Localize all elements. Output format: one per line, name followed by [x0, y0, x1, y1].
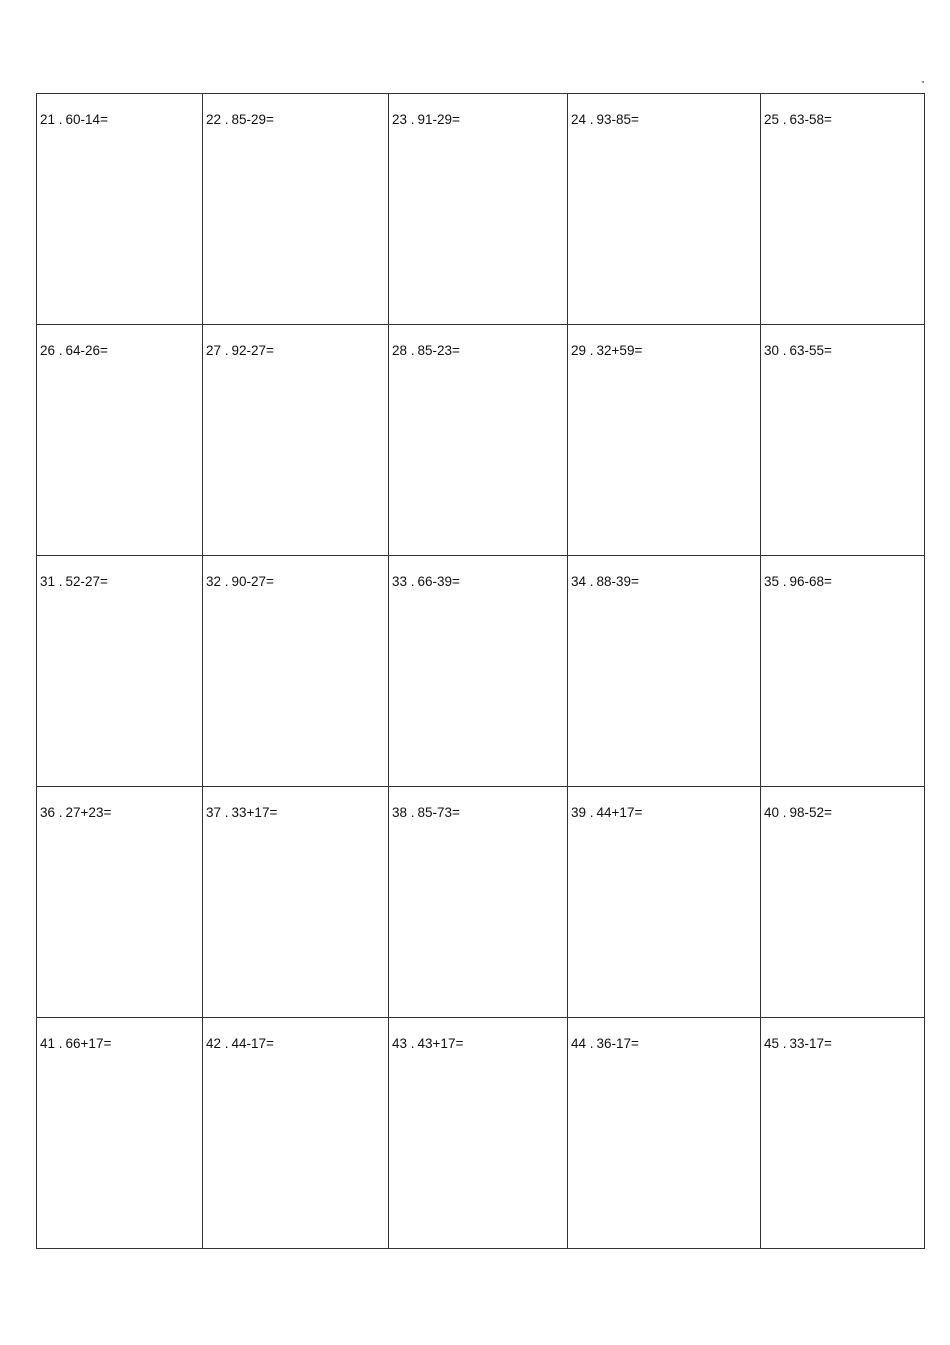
- problem-label: [761, 1018, 924, 1052]
- problem-label: [37, 94, 202, 128]
- problem-cell[interactable]: [37, 1018, 203, 1249]
- problem-number: 23 .: [392, 112, 415, 127]
- problem-label: [568, 1018, 760, 1052]
- problem-number: 21 .: [40, 112, 63, 127]
- problem-label: [203, 1018, 388, 1052]
- problem-expression: 33-17=: [789, 1036, 832, 1051]
- problem-label: [568, 556, 760, 590]
- problem-number: 24 .: [571, 112, 594, 127]
- problem-expression: 98-52=: [789, 805, 832, 820]
- problem-cell[interactable]: [389, 325, 568, 556]
- problem-expression: 93-85=: [596, 112, 639, 127]
- problem-cell[interactable]: [37, 325, 203, 556]
- problem-number: 28 .: [392, 343, 415, 358]
- problem-label: [568, 325, 760, 359]
- problem-label: [568, 787, 760, 821]
- problem-number: 32 .: [206, 574, 229, 589]
- problem-label: [389, 325, 567, 359]
- problem-cell[interactable]: [37, 94, 203, 325]
- problem-number: 38 .: [392, 805, 415, 820]
- problem-number: 33 .: [392, 574, 415, 589]
- problem-label: [761, 325, 924, 359]
- problem-number: 25 .: [764, 112, 787, 127]
- problem-expression: 85-73=: [417, 805, 460, 820]
- corner-mark: ,,: [921, 75, 924, 84]
- problem-expression: 90-27=: [231, 574, 274, 589]
- problem-cell[interactable]: [761, 556, 925, 787]
- problem-cell[interactable]: [761, 787, 925, 1018]
- problem-expression: 33+17=: [231, 805, 278, 820]
- problem-number: 43 .: [392, 1036, 415, 1051]
- problem-expression: 63-58=: [789, 112, 832, 127]
- problem-expression: 64-26=: [65, 343, 108, 358]
- worksheet-row: [37, 1018, 925, 1249]
- problem-label: [203, 787, 388, 821]
- problem-expression: 44+17=: [596, 805, 643, 820]
- problem-number: 30 .: [764, 343, 787, 358]
- problem-cell[interactable]: [203, 94, 389, 325]
- problem-expression: 96-68=: [789, 574, 832, 589]
- problem-cell[interactable]: [389, 556, 568, 787]
- problem-cell[interactable]: [568, 556, 761, 787]
- problem-number: 42 .: [206, 1036, 229, 1051]
- problem-number: 31 .: [40, 574, 63, 589]
- problem-label: [761, 556, 924, 590]
- problem-cell[interactable]: [203, 556, 389, 787]
- problem-expression: 36-17=: [596, 1036, 639, 1051]
- problem-number: 40 .: [764, 805, 787, 820]
- worksheet-grid-body: [37, 94, 925, 1249]
- problem-cell[interactable]: [37, 556, 203, 787]
- problem-cell[interactable]: [203, 787, 389, 1018]
- problem-expression: 88-39=: [596, 574, 639, 589]
- problem-cell[interactable]: [37, 787, 203, 1018]
- problem-expression: 85-29=: [231, 112, 274, 127]
- problem-number: 36 .: [40, 805, 63, 820]
- problem-expression: 63-55=: [789, 343, 832, 358]
- problem-label: [203, 556, 388, 590]
- problem-number: 26 .: [40, 343, 63, 358]
- problem-label: [389, 556, 567, 590]
- problem-label: [761, 787, 924, 821]
- problem-label: [203, 94, 388, 128]
- problem-expression: 66+17=: [65, 1036, 112, 1051]
- problem-label: [37, 787, 202, 821]
- problem-cell[interactable]: [761, 1018, 925, 1249]
- problem-number: 27 .: [206, 343, 229, 358]
- worksheet-grid: [36, 93, 925, 1249]
- problem-cell[interactable]: [203, 325, 389, 556]
- problem-expression: 66-39=: [417, 574, 460, 589]
- problem-number: 22 .: [206, 112, 229, 127]
- problem-label: [389, 94, 567, 128]
- problem-cell[interactable]: [389, 787, 568, 1018]
- problem-cell[interactable]: [761, 94, 925, 325]
- problem-cell[interactable]: [568, 325, 761, 556]
- problem-label: [203, 325, 388, 359]
- worksheet-row: [37, 94, 925, 325]
- problem-number: 35 .: [764, 574, 787, 589]
- problem-expression: 43+17=: [417, 1036, 464, 1051]
- problem-expression: 92-27=: [231, 343, 274, 358]
- problem-expression: 85-23=: [417, 343, 460, 358]
- problem-cell[interactable]: [203, 1018, 389, 1249]
- problem-cell[interactable]: [568, 94, 761, 325]
- problem-label: [389, 787, 567, 821]
- problem-expression: 52-27=: [65, 574, 108, 589]
- problem-label: [37, 1018, 202, 1052]
- problem-number: 39 .: [571, 805, 594, 820]
- worksheet-row: [37, 556, 925, 787]
- problem-number: 34 .: [571, 574, 594, 589]
- problem-cell[interactable]: [568, 1018, 761, 1249]
- problem-number: 45 .: [764, 1036, 787, 1051]
- problem-label: [761, 94, 924, 128]
- problem-expression: 60-14=: [65, 112, 108, 127]
- problem-expression: 91-29=: [417, 112, 460, 127]
- problem-cell[interactable]: [568, 787, 761, 1018]
- problem-expression: 44-17=: [231, 1036, 274, 1051]
- problem-label: [37, 325, 202, 359]
- problem-expression: 32+59=: [596, 343, 643, 358]
- problem-expression: 27+23=: [65, 805, 112, 820]
- problem-cell[interactable]: [389, 94, 568, 325]
- problem-number: 41 .: [40, 1036, 63, 1051]
- problem-cell[interactable]: [389, 1018, 568, 1249]
- problem-label: [389, 1018, 567, 1052]
- problem-cell[interactable]: [761, 325, 925, 556]
- problem-number: 29 .: [571, 343, 594, 358]
- problem-label: [568, 94, 760, 128]
- problem-number: 44 .: [571, 1036, 594, 1051]
- worksheet-row: [37, 325, 925, 556]
- problem-number: 37 .: [206, 805, 229, 820]
- problem-label: [37, 556, 202, 590]
- worksheet-row: [37, 787, 925, 1018]
